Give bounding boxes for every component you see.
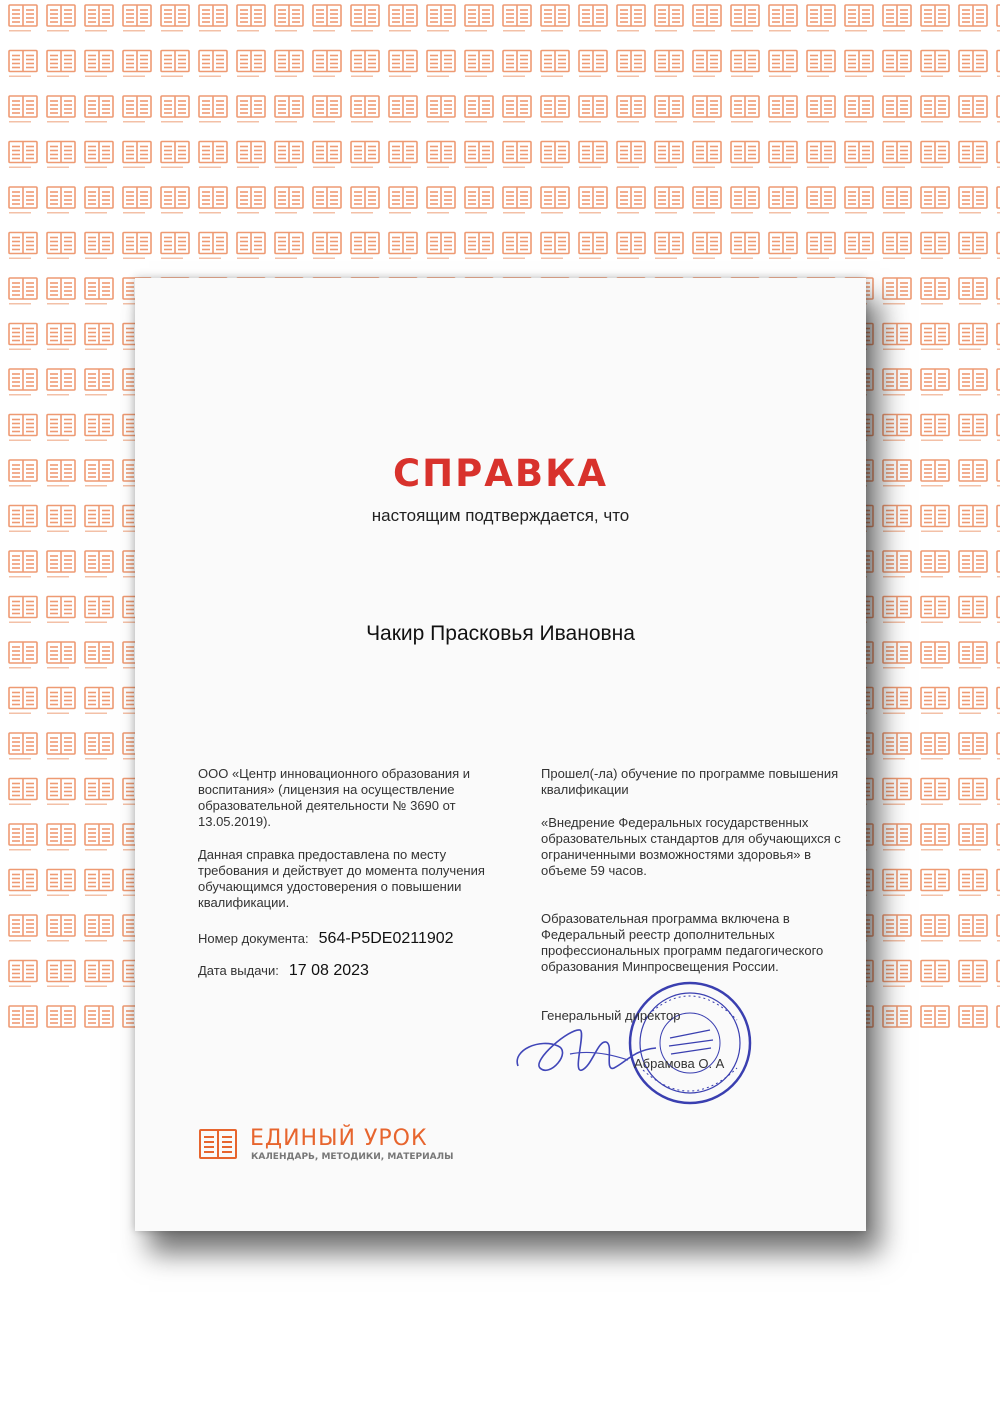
certificate-subtitle: настоящим подтверждается, что <box>371 506 630 525</box>
organization-text: ООО «Центр инновационного образования и воспитания» (лицензия на осуществление образовательной деятельности № 3690 от 13.05.2019). <box>198 766 471 829</box>
certificate-paper <box>135 278 866 1231</box>
program-text: «Внедрение Федеральных государственных образовательных стандартов для обучающихся с ограниченными возможностями здоровья» в объеме 59 часов. <box>541 815 841 878</box>
registry-text: Образовательная программа включена в Федеральный реестр дополнительных профессиональных программ педагогического образования Минпросвещения России. <box>541 911 824 974</box>
book-icon <box>198 1128 238 1162</box>
completion-text: Прошел(-ла) обучение по программе повышения квалификации <box>541 766 839 797</box>
certificate-title: СПРАВКА <box>393 452 608 495</box>
validity-note: Данная справка предоставлена по месту требования и действует до момента получения обучающимся удостоверения о повышении квалификации. <box>198 847 485 910</box>
director-name: Абрамова О. А <box>634 1056 725 1071</box>
recipient-name: Чакир Прасковья Ивановна <box>366 622 635 645</box>
document-number-value: 564-P5DE0211902 <box>318 930 454 947</box>
brand-name: ЕДИНЫЙ УРОК <box>250 1126 428 1151</box>
issue-date-label: Дата выдачи: <box>198 963 279 978</box>
issue-date-value: 17 08 2023 <box>288 962 369 979</box>
director-signature <box>510 1020 660 1086</box>
document-number-row <box>198 930 454 948</box>
issue-date-row <box>198 962 369 980</box>
director-title: Генеральный директор <box>541 1008 681 1023</box>
document-number-label: Номер документа: <box>198 931 309 946</box>
brand-logo <box>198 1126 498 1166</box>
brand-tagline: КАЛЕНДАРЬ, МЕТОДИКИ, МАТЕРИАЛЫ <box>251 1152 454 1162</box>
